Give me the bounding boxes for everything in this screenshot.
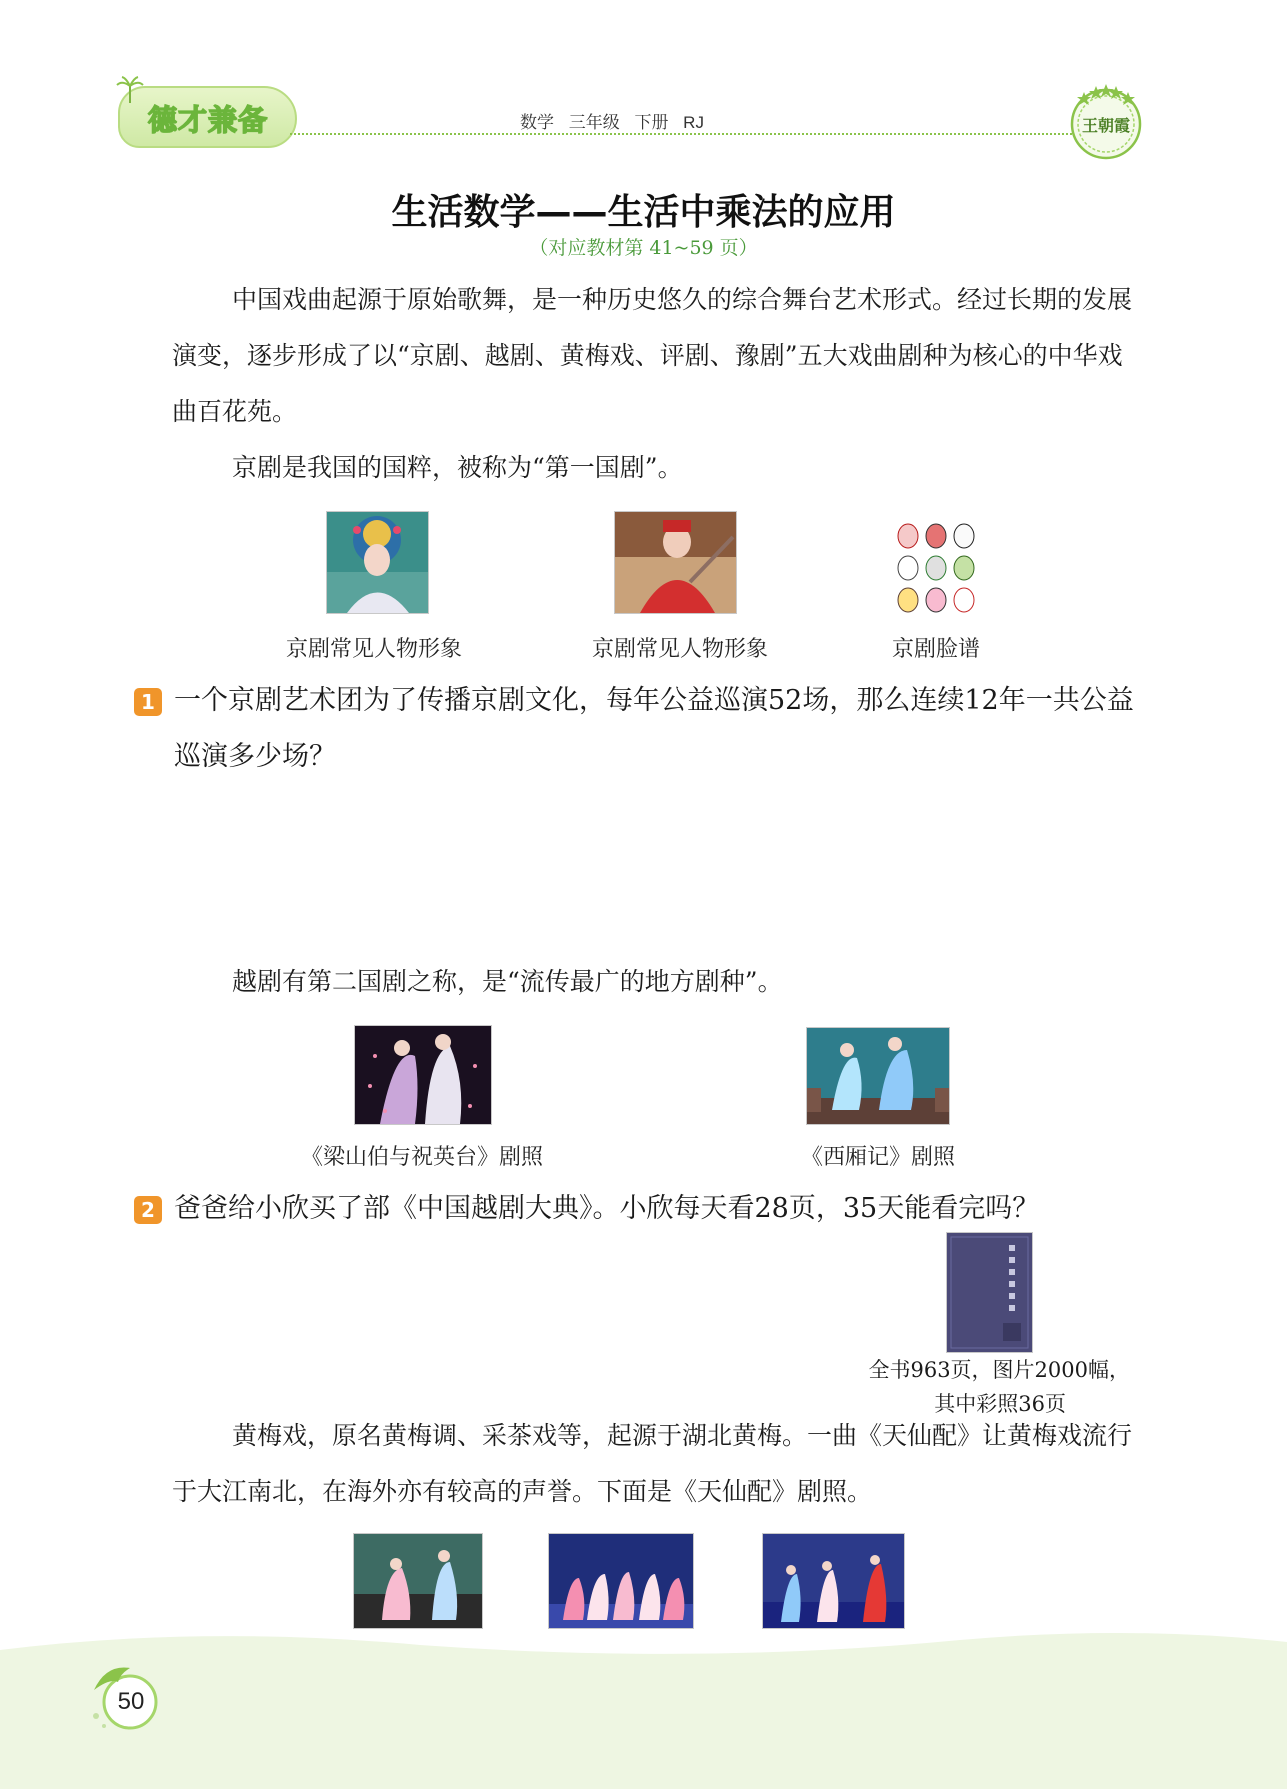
- brand-logo-text: 德才兼备: [148, 103, 269, 137]
- book-note-line-1: 全书963页，图片2000幅，: [868, 1358, 1130, 1382]
- yueju-caption-1: 《梁山伯与祝英台》剧照: [300, 1145, 543, 1170]
- jingju-caption-3: 京剧脸谱: [891, 637, 980, 662]
- book-cover-photo: [946, 1232, 1033, 1353]
- tianxianpei-photo-3: [762, 1533, 905, 1629]
- liang-zhu-stage-photo: [354, 1025, 492, 1125]
- xixiangji-stage-photo: [806, 1027, 950, 1125]
- page-subtitle: （对应教材第 41~59 页）: [529, 237, 758, 259]
- intro-paragraph: [172, 272, 1132, 440]
- header-divider: [290, 133, 1080, 135]
- tianxianpei-photo-2: [548, 1533, 694, 1629]
- question-1-text: 一个京剧艺术团为了传播京剧文化，每年公益巡演52场，那么连续12年一共公益巡演多少场？: [174, 685, 1134, 772]
- page-title: 生活数学——生活中乘法的应用: [391, 192, 896, 233]
- jingju-text: 京剧是我国的国粹，被称为“第一国剧”。: [232, 453, 683, 482]
- palm-tree-icon: [116, 76, 144, 104]
- page-number: 50: [117, 1688, 145, 1715]
- course-label: 数学 三年级 下册 RJ: [520, 113, 704, 132]
- yueju-paragraph: [172, 954, 1132, 1010]
- jingju-caption-1: 京剧常见人物形象: [285, 637, 462, 662]
- question-1-badge: 1: [134, 688, 162, 716]
- question-2-text: 爸爸给小欣买了部《中国越剧大典》。小欣每天看28页，35天能看完吗？: [174, 1193, 1040, 1224]
- book-note-line-2: 其中彩照36页: [934, 1392, 1066, 1416]
- yueju-text: 越剧有第二国剧之称，是“流传最广的地方剧种”。: [232, 967, 783, 996]
- peking-opera-male-role-photo: [614, 511, 737, 614]
- huangmei-text: 黄梅戏，原名黄梅调、采茶戏等，起源于湖北黄梅。一曲《天仙配》让黄梅戏流行于大江南北，在海外亦有较高的声誉。下面是《天仙配》剧照。: [172, 1421, 1133, 1506]
- seal-text: 王朝霞: [1081, 116, 1131, 135]
- jingju-paragraph: [172, 440, 1132, 496]
- question-2-badge: 2: [134, 1196, 162, 1224]
- opera-masks-photo: [896, 522, 976, 614]
- footer-decoration: [0, 1620, 1287, 1789]
- tianxianpei-photo-1: [353, 1533, 483, 1629]
- jingju-caption-2: 京剧常见人物形象: [591, 637, 768, 662]
- author-seal-icon: [1064, 80, 1148, 164]
- yueju-caption-2: 《西厢记》剧照: [800, 1145, 955, 1170]
- intro-text: 中国戏曲起源于原始歌舞，是一种历史悠久的综合舞台艺术形式。经过长期的发展演变，逐步形成了以“京剧、越剧、黄梅戏、评剧、豫剧”五大戏曲剧种为核心的中华戏曲百花苑。: [172, 285, 1133, 426]
- peking-opera-female-role-photo: [326, 511, 429, 614]
- huangmei-paragraph: [172, 1408, 1132, 1520]
